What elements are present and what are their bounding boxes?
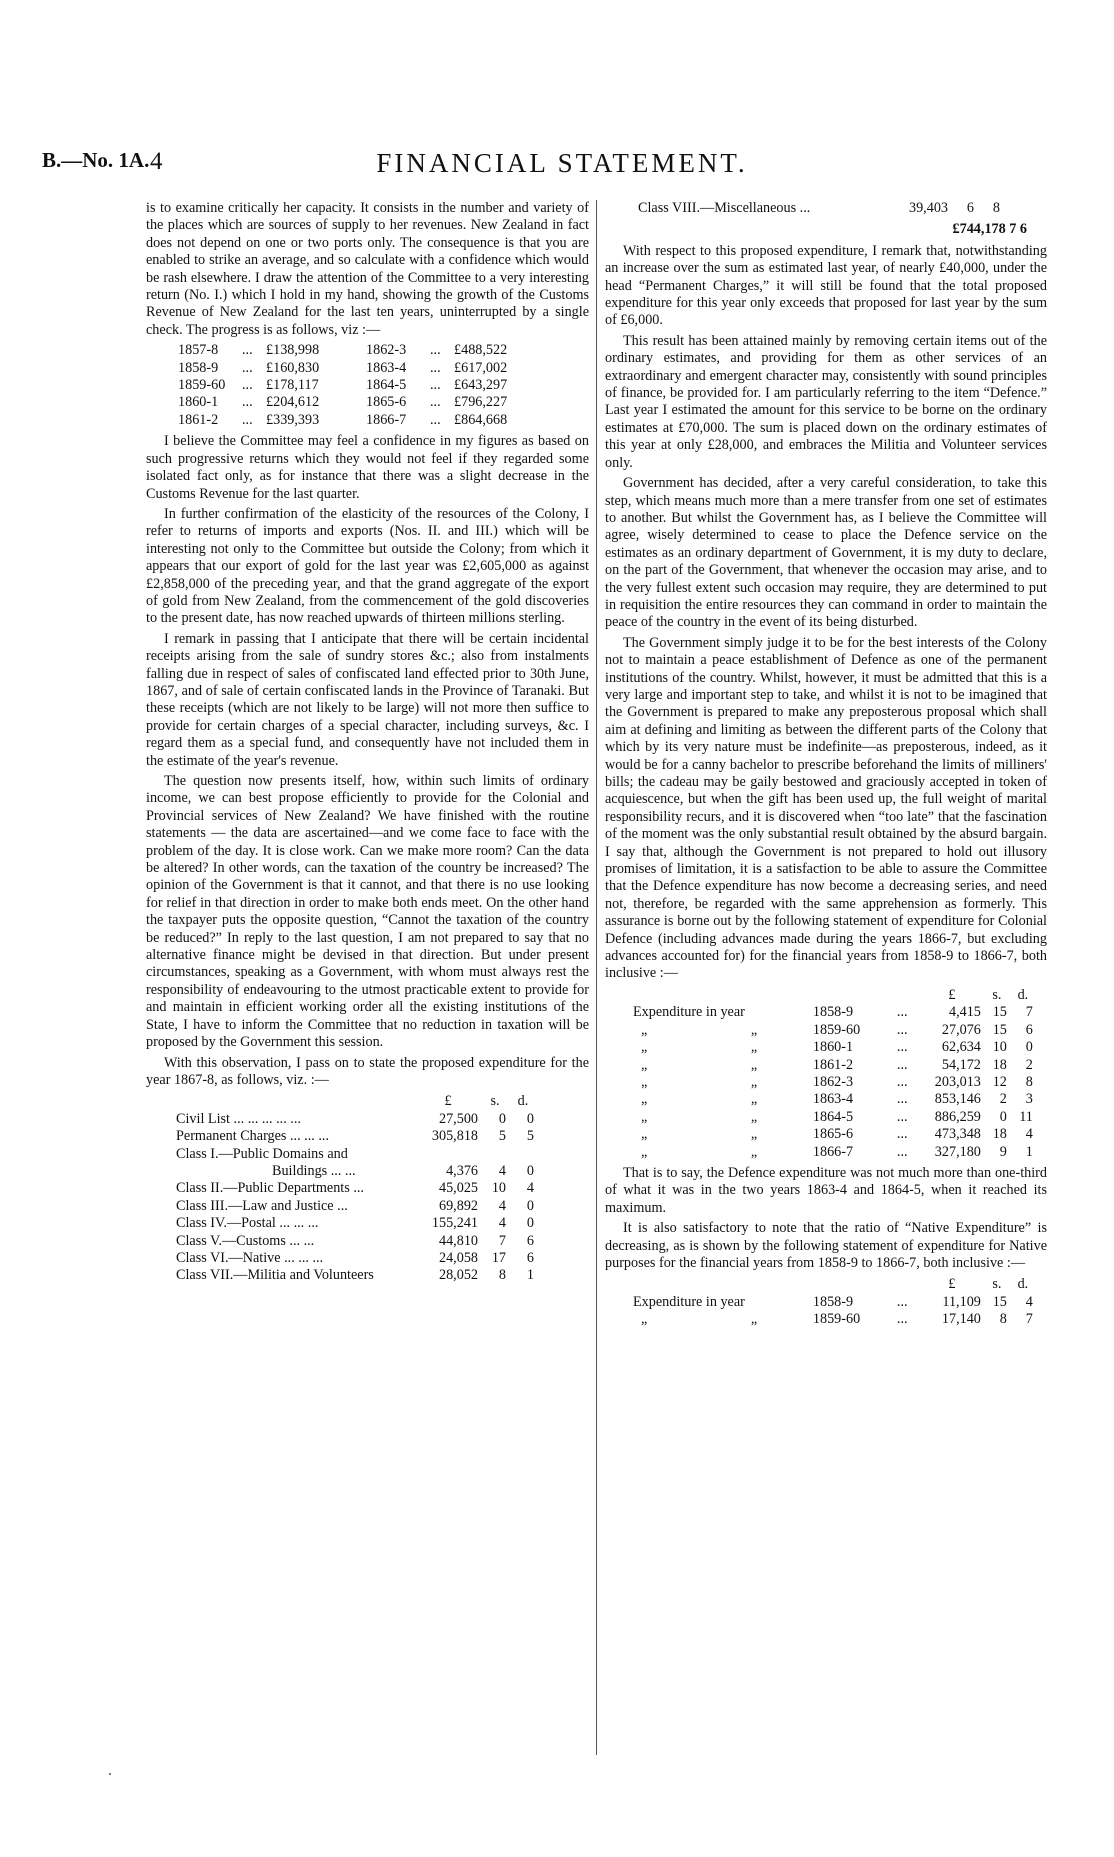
- table-row: [633, 1126, 1039, 1143]
- shillings-cell: 8: [498, 1267, 506, 1284]
- row-label: Class III.—Law and Justice ...: [176, 1197, 348, 1214]
- table-row: [178, 394, 517, 411]
- column-header: d.: [1017, 986, 1029, 1003]
- ditto-cell: [751, 1294, 813, 1311]
- dots-cell: ...: [242, 411, 253, 428]
- shillings-cell: 15: [992, 1004, 1007, 1021]
- column-header: d.: [517, 1093, 529, 1110]
- column-header: £: [948, 986, 956, 1003]
- year-cell: 1864-5: [366, 377, 407, 394]
- row-label: „: [641, 1311, 648, 1328]
- shillings-cell: 5: [498, 1128, 506, 1145]
- row-label: Expenditure in year: [633, 1004, 745, 1021]
- table-row: [633, 1144, 1039, 1161]
- table-row: [633, 1057, 1039, 1074]
- year-cell: 1865-6: [812, 1126, 854, 1143]
- dots-cell: ...: [242, 394, 253, 411]
- pence-cell: 4: [526, 1180, 534, 1197]
- table-row: [633, 1294, 1039, 1311]
- year-cell: 1859-60: [812, 1021, 861, 1038]
- amount-cell: £339,393: [266, 411, 320, 428]
- shillings-cell: 0: [999, 1108, 1007, 1125]
- table-header-row: [633, 1276, 1039, 1293]
- table-row: [176, 1215, 540, 1232]
- table-row: [633, 1109, 1039, 1126]
- paragraph: With this observation, I pass on to state the proposed expenditure for the year 1867-8, as follows, viz. :—: [146, 1054, 589, 1088]
- pounds-cell: 305,818: [431, 1128, 478, 1145]
- paragraph: The Government simply judge it to be for the best interests of the Colony not to maintain a peace establishment of Defence as one of the permanent institutions of the country. Whilst, however, it must be admitted that this is a very large and important step to take, and whilst it is not to be imagined that the Government is prepared to make any preposterous proposal which shall aim at defining and limiting as between the different parts of the Colony that which by its very nature must be indefinite—as preposterous, indeed, as it would be for a canny bachelor to prescribe beforehand the limits of milliners' bills; the cadeau may be gaily bestowed and graciously accepted in token of acquiescence, but when the gift has been used up, the full weight of marital responsibility recurs, and it is discovered when “too late” that the fascination of the moment was the only substantial result obtained by the absurd bargain. I say that, although the Government is not prepared to hold out illusory promises of limitation, it is a satisfaction to be able to assure the Committee that the Defence expenditure has now become a decreasing series, and need not, therefore, be regarded with the same apprehension as formerly. This assurance is borne out by the following statement of expenditure for Colonial Defence (including advances made during the years 1866-7, but excluding advances accounted for) for the financial years from 1858-9 to 1866-7, both inclusive :—: [605, 634, 1047, 982]
- shillings-cell: 18: [992, 1056, 1007, 1073]
- pence-cell: 0: [1025, 1039, 1033, 1056]
- shillings-cell: 15: [992, 1021, 1007, 1038]
- table-row: [633, 1039, 1039, 1056]
- pence-cell: 8: [992, 200, 1000, 216]
- year-cell: 1861-2: [178, 411, 219, 428]
- paragraph: I believe the Committee may feel a confidence in my figures as based on such progressive returns which they would not feel if they regarded some isolated fact only, as for instance that there was a slight decrease in the Customs Revenue for the last quarter.: [146, 433, 589, 502]
- pounds-cell: 69,892: [438, 1197, 478, 1214]
- row-label: „: [641, 1021, 648, 1038]
- year-cell: 1858-9: [812, 1004, 854, 1021]
- ditto-cell: [751, 1004, 813, 1021]
- row-label: „: [641, 1091, 648, 1108]
- amount-cell: £160,830: [266, 359, 320, 376]
- column-header: s.: [992, 1276, 1002, 1293]
- row-label: „: [641, 1073, 648, 1090]
- year-cell: 1866-7: [812, 1143, 854, 1160]
- proposed-expenditure-table: [176, 1093, 540, 1284]
- amount-cell: £617,002: [454, 359, 508, 376]
- shillings-cell: 0: [498, 1110, 506, 1127]
- paragraph: In further confirmation of the elasticity of the resources of the Colony, I refer to returns of imports and exports (Nos. II. and III.) which will be interesting not only to the Committee but outside the Colony; from which it appears that our export of gold for the last year was £2,605,000 as against £2,858,000 of the preceding year, and that the grand aggregate of the export of gold from New Zealand, from the commencement of the gold discoveries to the present date, has now reached upwards of thirteen millions sterling.: [146, 505, 589, 627]
- table-row: [176, 1111, 540, 1128]
- pence-cell: 3: [1025, 1091, 1033, 1108]
- shillings-cell: 2: [999, 1091, 1007, 1108]
- table-row: [638, 200, 1008, 217]
- pence-cell: [512, 1146, 540, 1163]
- column-header: d.: [1017, 1276, 1029, 1293]
- row-label: Class VIII.—Miscellaneous ...: [638, 200, 811, 216]
- paragraph: Government has decided, after a very careful consideration, to take this step, which means much more than a mere transfer from one set of estimates to another. But whilst the Government has, as I believe the Committee will agree, wisely determined to cease to place the Defence service on the estimates as an ordinary department of Government, it is my duty to declare, on the part of the Government, that whenever the occasion may arise, and to the very fullest extent such occasion may require, they are determined to put in requisition the entire resources they can command in order to maintain the peace of the country in the event of its being disturbed.: [605, 475, 1047, 631]
- pounds-cell: 44,810: [438, 1232, 478, 1249]
- pence-cell: 0: [526, 1215, 534, 1232]
- row-label: Buildings ... ...: [272, 1162, 356, 1179]
- pence-cell: 8: [1025, 1073, 1033, 1090]
- table-row: [633, 1022, 1039, 1039]
- page-speck: [109, 1773, 111, 1775]
- column-header: s.: [490, 1093, 500, 1110]
- amount-cell: £643,297: [454, 377, 508, 394]
- pounds-cell: 45,025: [438, 1180, 478, 1197]
- defence-expenditure-table: [633, 987, 1039, 1161]
- pence-cell: 0: [526, 1110, 534, 1127]
- pence-cell: 2: [1025, 1056, 1033, 1073]
- ditto-cell: „: [750, 1108, 758, 1125]
- amount-cell: £796,227: [454, 394, 508, 411]
- paragraph: I remark in passing that I anticipate that there will be certain incidental receipts arising from the sale of sundry stores &c.; also from instalments falling due in respect of sales of confiscated land effected prior to 30th June, 1867, and of sale of certain confiscated lands in the Province of Taranaki. But these receipts (which are not likely to be large) will not more then suffice to provide for certain charges of a special character, including surveys, &c. I regard them as a special fund, and consequently have not included them in the estimate of the year's revenue.: [146, 630, 589, 769]
- expenditure-total: £744,178 7 6: [952, 221, 1027, 238]
- table-row: [633, 1091, 1039, 1108]
- pence-cell: 7: [1025, 1311, 1033, 1328]
- shillings-cell: 12: [992, 1073, 1007, 1090]
- table-row: [176, 1180, 540, 1197]
- dots-cell: ...: [242, 359, 253, 376]
- table-row: [633, 1004, 1039, 1021]
- right-column: [605, 200, 1047, 1333]
- row-label: Class I.—Public Domains and: [176, 1145, 348, 1162]
- document-reference: B.—No. 1A.: [42, 148, 150, 172]
- dots-cell: ...: [896, 1108, 908, 1125]
- pounds-cell: 24,058: [438, 1249, 478, 1266]
- table-row: [176, 1267, 540, 1284]
- year-cell: 1865-6: [366, 394, 407, 411]
- pounds-cell: 27,500: [438, 1110, 478, 1127]
- pence-cell: 4: [1025, 1293, 1033, 1310]
- pence-cell: 6: [526, 1232, 534, 1249]
- year-cell: 1863-4: [812, 1091, 854, 1108]
- pounds-cell: 17,140: [941, 1311, 981, 1328]
- pounds-cell: 62,634: [941, 1039, 981, 1056]
- misc-expenditure-row: [638, 200, 1008, 217]
- dots-cell: ...: [430, 342, 441, 359]
- year-cell: 1858-9: [812, 1293, 854, 1310]
- dots-cell: ...: [896, 1021, 908, 1038]
- dots-cell: ...: [430, 377, 441, 394]
- pounds-cell: 155,241: [431, 1215, 478, 1232]
- shillings-cell: [484, 1146, 512, 1163]
- paragraph: This result has been attained mainly by removing certain items out of the ordinary estimates, and providing for them as other services of an extraordinary and emergent character may, consistently with sound principles of finance, be provided for. I am particularly referring to the item “Defence.” Last year I estimated the amount for this service to be borne on the ordinary estimates at £70,000. The sum is placed down on the ordinary estimates of this year at only £28,000, and embraces the Militia and Volunteer services only.: [605, 332, 1047, 471]
- table-header-row: [633, 987, 1039, 1004]
- shillings-cell: 8: [999, 1311, 1007, 1328]
- year-cell: 1860-1: [812, 1039, 854, 1056]
- pounds-cell: 886,259: [934, 1108, 981, 1125]
- row-label: Class VI.—Native ... ... ...: [176, 1249, 324, 1266]
- pounds-cell: 473,348: [934, 1126, 981, 1143]
- table-header-row: [176, 1093, 540, 1110]
- pence-cell: 4: [1025, 1126, 1033, 1143]
- shillings-cell: 4: [498, 1215, 506, 1232]
- dots-cell: ...: [242, 342, 253, 359]
- year-cell: 1860-1: [178, 394, 219, 411]
- pence-cell: 6: [526, 1249, 534, 1266]
- row-label: „: [641, 1056, 648, 1073]
- ditto-cell: „: [750, 1091, 758, 1108]
- amount-cell: £204,612: [266, 394, 320, 411]
- table-row: [176, 1233, 540, 1250]
- year-cell: 1861-2: [812, 1056, 854, 1073]
- dots-cell: ...: [896, 1004, 908, 1021]
- row-label: Class VII.—Militia and Volunteers: [176, 1267, 374, 1284]
- ditto-cell: „: [750, 1056, 758, 1073]
- shillings-cell: 4: [498, 1162, 506, 1179]
- table-row: [176, 1146, 540, 1163]
- native-expenditure-table: [633, 1276, 1039, 1328]
- pounds-cell: 203,013: [934, 1073, 981, 1090]
- paragraph: That is to say, the Defence expenditure was not much more than one-third of what it was in the two years 1863-4 and 1864-5, when it reached its maximum.: [605, 1164, 1047, 1216]
- table-row: [176, 1128, 540, 1145]
- pence-cell: 5: [526, 1128, 534, 1145]
- pounds-cell: 4,376: [446, 1162, 478, 1179]
- table-row: [633, 1074, 1039, 1091]
- left-column: [146, 200, 589, 1289]
- row-label: Class IV.—Postal ... ... ...: [176, 1215, 319, 1232]
- pounds-cell: 54,172: [941, 1056, 981, 1073]
- ditto-cell: „: [750, 1021, 758, 1038]
- row-label: „: [641, 1126, 648, 1143]
- page-header: [42, 148, 1082, 188]
- pence-cell: 11: [1019, 1108, 1033, 1125]
- table-row: [178, 342, 517, 359]
- dots-cell: ...: [430, 394, 441, 411]
- year-cell: 1862-3: [366, 342, 407, 359]
- pounds-cell: 327,180: [934, 1143, 981, 1160]
- dots-cell: ...: [896, 1311, 908, 1328]
- shillings-cell: 7: [498, 1232, 506, 1249]
- row-label: Expenditure in year: [633, 1293, 745, 1310]
- amount-cell: £138,998: [266, 342, 320, 359]
- shillings-cell: 17: [491, 1249, 506, 1266]
- ditto-cell: „: [750, 1311, 758, 1328]
- dots-cell: ...: [242, 377, 253, 394]
- row-label: „: [641, 1143, 648, 1160]
- amount-cell: £488,522: [454, 342, 508, 359]
- column-divider: [596, 200, 597, 1755]
- year-cell: 1862-3: [812, 1073, 854, 1090]
- shillings-cell: 18: [992, 1126, 1007, 1143]
- shillings-cell: 10: [992, 1039, 1007, 1056]
- ditto-cell: „: [750, 1039, 758, 1056]
- dots-cell: ...: [430, 359, 441, 376]
- dots-cell: ...: [430, 411, 441, 428]
- ditto-cell: „: [750, 1126, 758, 1143]
- row-label: Civil List ... ... ... ... ...: [176, 1110, 301, 1127]
- shillings-cell: 15: [992, 1293, 1007, 1310]
- dots-cell: ...: [896, 1293, 908, 1310]
- paragraph: It is also satisfactory to note that the ratio of “Native Expenditure” is decreasing, as is shown by the following statement of expenditure for Native purposes for the financial years from 1858-9 to 1866-7, both inclusive :—: [605, 1220, 1047, 1271]
- row-label: „: [641, 1108, 648, 1125]
- pounds-cell: 4,415: [948, 1004, 981, 1021]
- shillings-cell: 10: [491, 1180, 506, 1197]
- paragraph: The question now presents itself, how, within such limits of ordinary income, we can best propose efficiently to provide for the Colonial and Provincial services of New Zealand? We have finished with the routine statements — the data are ascertained—and we come face to face with the problem of the day. It is close work. Can we make more room? Can the data be altered? In other words, can the taxation of the country be increased? The opinion of the Government is that it cannot, and that there is no use looking for relief in that direction in order to make both ends meet. On the other hand the taxpayer puts the opposite question, “Cannot the taxation of the country be reduced?” In reply to the last question, I am not prepared to say that no alternative finance might be devised in that direction. But under present circumstances, speaking as a Government, with whom must always rest the responsibility of endeavouring to the utmost practicable extent to provide for and maintain in efficient working order all the existing institutions of the State, I have to inform the Committee that no reduction in taxation will be proposed by the Government this session.: [146, 773, 589, 1051]
- pounds-cell: 27,076: [941, 1021, 981, 1038]
- pence-cell: 1: [1025, 1143, 1033, 1160]
- pence-cell: 0: [526, 1162, 534, 1179]
- table-row: [178, 377, 517, 394]
- column-header: £: [948, 1276, 956, 1293]
- row-label: „: [641, 1039, 648, 1056]
- year-cell: 1863-4: [366, 359, 407, 376]
- amount-cell: £178,117: [266, 377, 319, 394]
- table-row: [176, 1163, 540, 1180]
- dots-cell: ...: [896, 1091, 908, 1108]
- ditto-cell: „: [750, 1073, 758, 1090]
- pence-cell: 6: [1025, 1021, 1033, 1038]
- dots-cell: ...: [896, 1126, 908, 1143]
- pounds-cell: [418, 1146, 484, 1163]
- paragraph: is to examine critically her capacity. It consists in the number and variety of the places which are sources of supply to her revenues. New Zealand in fact does not depend on one or two ports only. The consequence is that you are enabled to strike an average, and so calculate with a confidence which would be rash elsewhere. I draw the attention of the Committee to a very interesting return (No. I.) which I hold in my hand, showing the growth of the Customs Revenue of New Zealand for the last ten years, uninterrupted by a single check. The progress is as follows, viz :—: [146, 200, 589, 338]
- dots-cell: ...: [896, 1073, 908, 1090]
- year-cell: 1858-9: [178, 359, 219, 376]
- customs-progress-table: [178, 342, 517, 429]
- row-label: Class II.—Public Departments ...: [176, 1180, 364, 1197]
- paragraph: With respect to this proposed expenditure, I remark that, notwithstanding an increase over the sum as estimated last year, of nearly £40,000, under the head “Permanent Charges,” it will still be found that the total proposed expenditure for this year only exceeds that proposed for last year by the sum of £6,000.: [605, 242, 1047, 329]
- year-cell: 1859-60: [812, 1311, 861, 1328]
- column-header: £: [444, 1093, 452, 1110]
- row-label: Class V.—Customs ... ...: [176, 1232, 315, 1249]
- pounds-cell: 11,109: [942, 1293, 981, 1310]
- page-title: FINANCIAL STATEMENT.: [376, 148, 748, 178]
- pence-cell: 7: [1025, 1004, 1033, 1021]
- pence-cell: 1: [526, 1267, 534, 1284]
- year-cell: 1859-60: [178, 377, 226, 394]
- shillings-cell: 4: [498, 1197, 506, 1214]
- table-row: [178, 360, 517, 377]
- pounds-cell: 39,403: [908, 200, 948, 216]
- dots-cell: ...: [896, 1056, 908, 1073]
- year-cell: 1866-7: [366, 411, 407, 428]
- pounds-cell: 853,146: [934, 1091, 981, 1108]
- ditto-cell: „: [750, 1143, 758, 1160]
- table-row: [178, 412, 517, 429]
- table-row: [176, 1250, 540, 1267]
- table-row: [176, 1198, 540, 1215]
- shillings-cell: 9: [999, 1143, 1007, 1160]
- dots-cell: ...: [896, 1143, 908, 1160]
- amount-cell: £864,668: [454, 411, 508, 428]
- shillings-cell: 6: [966, 200, 974, 216]
- row-label: Permanent Charges ... ... ...: [176, 1128, 330, 1145]
- column-header: s.: [992, 986, 1002, 1003]
- year-cell: 1857-8: [178, 342, 219, 359]
- table-row: [633, 1311, 1039, 1328]
- page-number: 4: [150, 148, 163, 175]
- year-cell: 1864-5: [812, 1108, 854, 1125]
- pence-cell: 0: [526, 1197, 534, 1214]
- pounds-cell: 28,052: [438, 1267, 478, 1284]
- dots-cell: ...: [896, 1039, 908, 1056]
